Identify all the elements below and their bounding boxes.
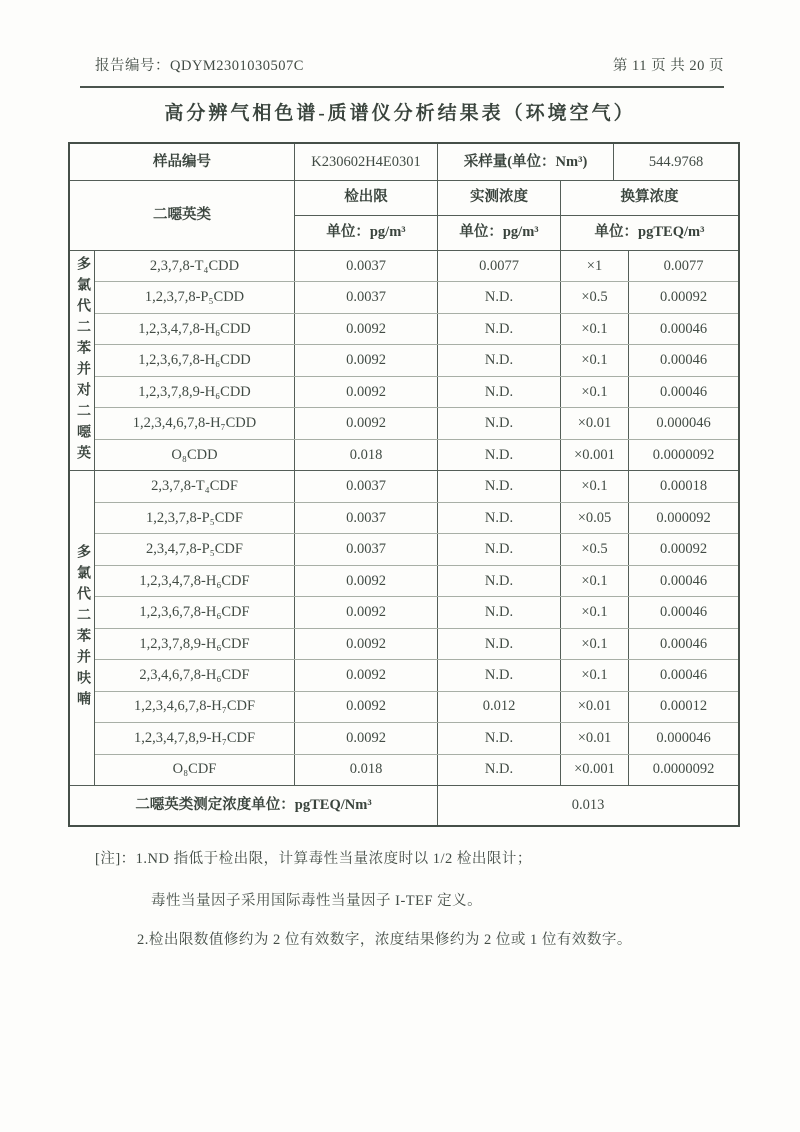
cell-measured: N.D.: [438, 282, 561, 312]
cell-teq: 0.00046: [659, 383, 708, 400]
running-header: [95, 54, 724, 75]
cell-measured: N.D.: [438, 597, 561, 627]
table-row: [95, 755, 738, 785]
table-row: [95, 251, 738, 282]
cell-factor: ×1: [561, 251, 629, 281]
cell-name: 1,2,3,4,7,8-H₆CDF: [95, 566, 295, 596]
cell-factor: ×0.1: [561, 566, 629, 596]
note-line-1: [95, 847, 532, 868]
cell-teq: 0.00092: [659, 541, 708, 558]
table-row: [95, 377, 738, 408]
cell-factor: ×0.1: [561, 660, 629, 690]
sample-id-label: 样品编号: [70, 144, 295, 180]
cell-name: O₈CDF: [95, 755, 295, 785]
cell-teq: 0.00046: [659, 572, 708, 589]
table-row: [95, 597, 738, 628]
table-row: [95, 440, 738, 471]
cell-name: 2,3,4,6,7,8-H₆CDF: [95, 660, 295, 690]
cell-factor: ×0.5: [561, 282, 629, 312]
cell-teq: 0.000046: [656, 415, 711, 432]
cell-teq: 0.0000092: [652, 446, 715, 463]
cell-name: 1,2,3,4,7,8-H₆CDD: [95, 314, 295, 344]
page-title: 高分辨气相色谱-质谱仪分析结果表（环境空气）: [164, 103, 636, 124]
cell-lod: 0.0092: [295, 660, 438, 690]
cell-measured: N.D.: [438, 723, 561, 753]
column-header-rows: [70, 181, 738, 251]
cell-measured: N.D.: [438, 440, 561, 470]
page-indicator: 第 11 页 共 20 页: [612, 58, 724, 74]
converted-title: 换算浓度: [561, 181, 738, 216]
cell-name: 2,3,7,8-T₄CDF: [95, 471, 295, 501]
cell-factor: ×0.1: [561, 345, 629, 375]
cell-lod: 0.0092: [295, 345, 438, 375]
sample-volume-label: 采样量(单位：Nm³): [438, 144, 614, 180]
sample-volume-value: 544.9768: [648, 153, 704, 170]
lod-title: 检出限: [295, 181, 437, 216]
cell-factor: ×0.05: [561, 503, 629, 533]
cell-measured: N.D.: [438, 755, 561, 785]
cell-lod: 0.018: [295, 440, 438, 470]
cell-measured: N.D.: [438, 471, 561, 501]
cell-name: 1,2,3,6,7,8-H₆CDF: [95, 597, 295, 627]
cell-name: 1,2,3,7,8-P₅CDF: [95, 503, 295, 533]
table-row: [95, 408, 738, 439]
cell-teq: 0.00012: [659, 698, 708, 715]
note-line-3: 2.检出限数值修约为 2 位有效数字，浓度结果修约为 2 位或 1 位有效数字。: [137, 932, 632, 948]
table-row: [95, 692, 738, 723]
cell-lod: 0.0037: [295, 534, 438, 564]
data-rows: [95, 251, 738, 785]
cell-measured: N.D.: [438, 345, 561, 375]
cell-teq: 0.00018: [659, 478, 708, 495]
total-row: [70, 785, 738, 825]
cell-teq: 0.0000092: [652, 761, 715, 778]
table-row: [95, 660, 738, 691]
cell-measured: N.D.: [438, 660, 561, 690]
cell-teq: 0.00046: [659, 604, 708, 621]
converted-unit: 单位：pgTEQ/m³: [594, 224, 705, 241]
measured-title: 实测浓度: [438, 181, 560, 216]
lod-unit: 单位：pg/m³: [326, 224, 406, 241]
category-header: 二噁英类: [70, 181, 295, 250]
converted-column-header: [561, 181, 738, 250]
table-row: [95, 282, 738, 313]
cell-factor: ×0.1: [561, 314, 629, 344]
cell-teq: 0.00046: [659, 352, 708, 369]
cell-measured: N.D.: [438, 534, 561, 564]
cell-teq: 0.000046: [656, 729, 711, 746]
cell-lod: 0.0092: [295, 692, 438, 722]
cell-name: 1,2,3,4,7,8,9-H₇CDF: [95, 723, 295, 753]
cell-teq: 0.00046: [659, 320, 708, 337]
cell-lod: 0.0037: [295, 471, 438, 501]
cell-lod: 0.0092: [295, 629, 438, 659]
cell-factor: ×0.01: [561, 723, 629, 753]
cell-measured: N.D.: [438, 314, 561, 344]
cell-factor: ×0.01: [561, 408, 629, 438]
cell-name: 1,2,3,7,8-P₅CDD: [95, 282, 295, 312]
cell-lod: 0.0092: [295, 314, 438, 344]
cell-name: 1,2,3,4,6,7,8-H₇CDD: [95, 408, 295, 438]
group-label-pcdf: 多氯代二苯并呋喃: [75, 544, 90, 712]
cell-factor: ×0.1: [561, 629, 629, 659]
cell-lod: 0.0037: [295, 282, 438, 312]
cell-lod: 0.0092: [295, 408, 438, 438]
cell-teq: 0.0077: [663, 257, 704, 274]
cell-measured: N.D.: [438, 566, 561, 596]
cell-name: 1,2,3,7,8,9-H₆CDD: [95, 377, 295, 407]
cell-teq: 0.00046: [659, 635, 708, 652]
cell-factor: ×0.001: [561, 755, 629, 785]
note-text-1: 1.ND 指低于检出限，计算毒性当量浓度时以 1/2 检出限计；: [135, 851, 532, 867]
cell-measured: N.D.: [438, 629, 561, 659]
lod-column-header: [295, 181, 438, 250]
cell-lod: 0.0092: [295, 597, 438, 627]
cell-measured: N.D.: [438, 377, 561, 407]
cell-lod: 0.0037: [295, 251, 438, 281]
table-row: [95, 345, 738, 376]
measured-column-header: [438, 181, 561, 250]
group-label-column: [70, 251, 95, 785]
measured-unit: 单位：pg/m³: [459, 224, 539, 241]
table-row: [95, 534, 738, 565]
cell-measured: N.D.: [438, 408, 561, 438]
cell-name: O₈CDD: [95, 440, 295, 470]
cell-name: 1,2,3,7,8,9-H₆CDF: [95, 629, 295, 659]
cell-factor: ×0.01: [561, 692, 629, 722]
note-line-2: 毒性当量因子采用国际毒性当量因子 I-TEF 定义。: [151, 893, 483, 909]
cell-factor: ×0.1: [561, 471, 629, 501]
cell-teq: 0.00092: [659, 289, 708, 306]
cell-factor: ×0.1: [561, 597, 629, 627]
report-number: 报告编号：QDYM2301030507C: [95, 58, 304, 74]
table-row: [95, 629, 738, 660]
cell-lod: 0.018: [295, 755, 438, 785]
cell-factor: ×0.5: [561, 534, 629, 564]
cell-name: 2,3,4,7,8-P₅CDF: [95, 534, 295, 564]
cell-lod: 0.0092: [295, 377, 438, 407]
cell-measured: 0.0077: [438, 251, 561, 281]
total-label: 二噁英类测定浓度单位：pgTEQ/Nm³: [70, 786, 438, 825]
cell-name: 1,2,3,6,7,8-H₆CDD: [95, 345, 295, 375]
data-band: [70, 251, 738, 785]
cell-name: 2,3,7,8-T₄CDD: [95, 251, 295, 281]
note-prefix: [注]：: [95, 851, 136, 867]
cell-lod: 0.0037: [295, 503, 438, 533]
header-rule: [80, 86, 724, 88]
table-row: [95, 723, 738, 754]
total-value: 0.013: [571, 797, 605, 814]
table-row: [95, 314, 738, 345]
cell-lod: 0.0092: [295, 723, 438, 753]
cell-teq: 0.00046: [659, 666, 708, 683]
cell-lod: 0.0092: [295, 566, 438, 596]
cell-name: 1,2,3,4,6,7,8-H₇CDF: [95, 692, 295, 722]
cell-measured: N.D.: [438, 503, 561, 533]
table-row: [95, 566, 738, 597]
group-label-pcdd: 多氯代二苯并对二噁英: [70, 251, 94, 471]
sample-id-value: K230602H4E0301: [295, 144, 438, 180]
cell-teq: 0.000092: [656, 509, 711, 526]
cell-factor: ×0.001: [561, 440, 629, 470]
cell-factor: ×0.1: [561, 377, 629, 407]
results-table: [68, 142, 740, 827]
sample-info-row: [70, 144, 738, 181]
table-row: [95, 503, 738, 534]
table-row: [95, 471, 738, 502]
cell-measured: 0.012: [438, 692, 561, 722]
